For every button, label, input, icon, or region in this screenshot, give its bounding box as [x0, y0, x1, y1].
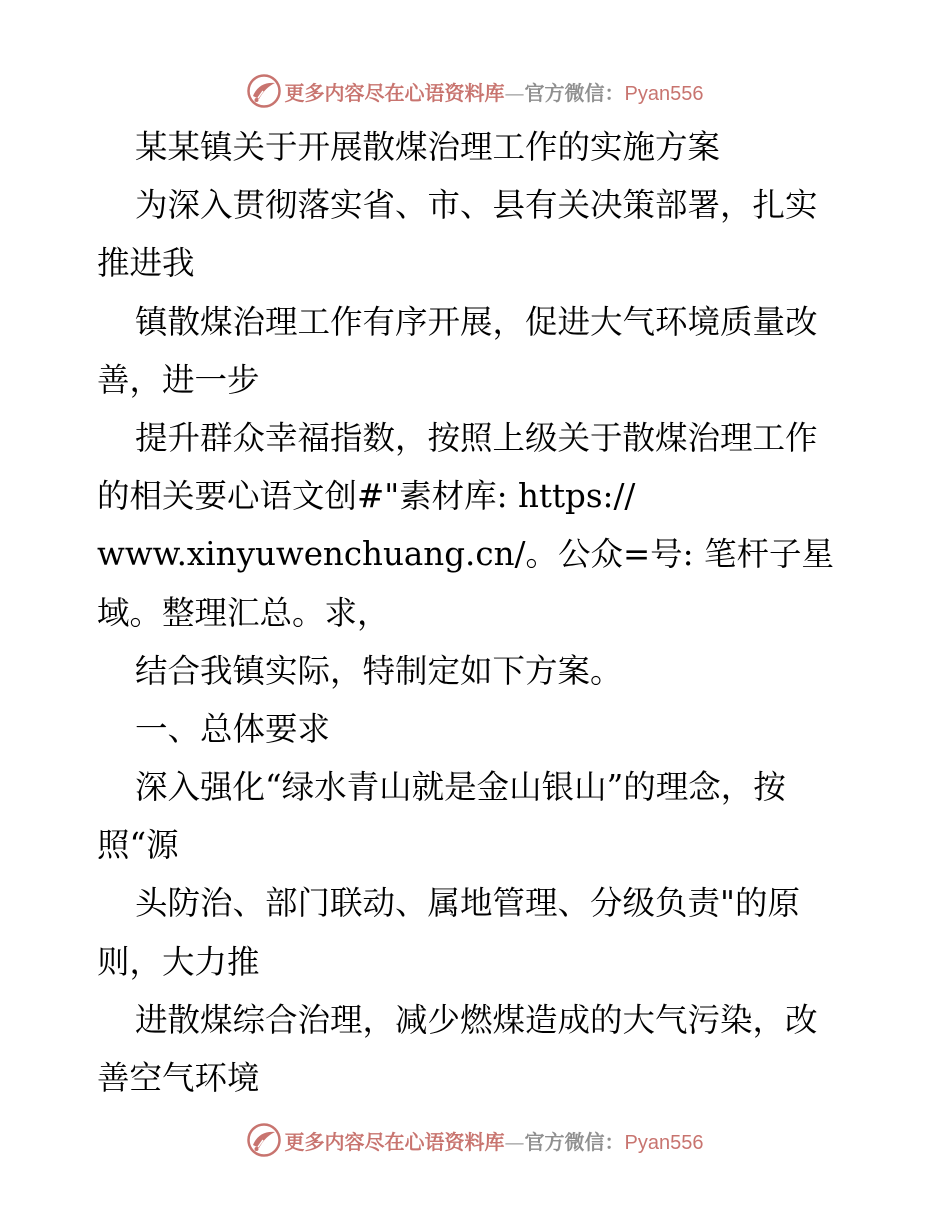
footer-banner [0, 1118, 950, 1162]
document-body [97, 118, 897, 1107]
pen-nib-logo-icon [247, 74, 281, 108]
text-line: 则，大力推 [97, 942, 260, 981]
footer-contact-id: Pyan556 [624, 1131, 704, 1154]
text-line: 镇散煤治理工作有序开展，促进大气环境质量改 [135, 302, 818, 341]
text-line: 提升群众幸福指数，按照上级关于散煤治理工作 [135, 418, 818, 457]
text-line: www.xinyuwenchuang.cn/。公众=号: 笔杆子星 [97, 535, 834, 574]
text-line: 照“源 [97, 826, 179, 865]
text-line: 为深入贯彻落实省、市、县有关决策部署，扎实 [135, 186, 818, 225]
text-line: 域。整理汇总。求， [97, 593, 390, 632]
header-banner-text [285, 77, 704, 106]
text-line: 深入强化“绿水青山就是金山银山”的理念，按 [135, 768, 786, 807]
header-separator: — [504, 80, 525, 105]
footer-separator: — [504, 1129, 525, 1154]
header-site-text: 更多内容尽在心语资料库 [284, 80, 505, 105]
text-line: 善空气环境 [97, 1059, 260, 1097]
text-line: 某某镇关于开展散煤治理工作的实施方案 [135, 128, 721, 166]
text-line: 进散煤综合治理，减少燃煤造成的大气污染，改 [135, 1000, 818, 1039]
text-line: 推进我 [97, 244, 195, 283]
footer-site-text: 更多内容尽在心语资料库 [284, 1129, 505, 1154]
footer-contact-label: 官方微信： [524, 1129, 625, 1154]
text-line: 善，进一步 [97, 360, 260, 399]
header-banner [0, 69, 950, 113]
header-contact-label: 官方微信： [524, 80, 625, 105]
pen-nib-logo-icon [247, 1123, 281, 1157]
text-line: 头防治、部门联动、属地管理、分级负责"的原 [135, 884, 800, 923]
header-contact-id: Pyan556 [624, 82, 704, 105]
text-line: 结合我镇实际，特制定如下方案。 [135, 651, 623, 690]
footer-banner-text [285, 1126, 704, 1155]
text-line: 的相关要心语文创#"素材库: https:// [97, 477, 636, 516]
text-line: 一、总体要求 [135, 709, 331, 748]
